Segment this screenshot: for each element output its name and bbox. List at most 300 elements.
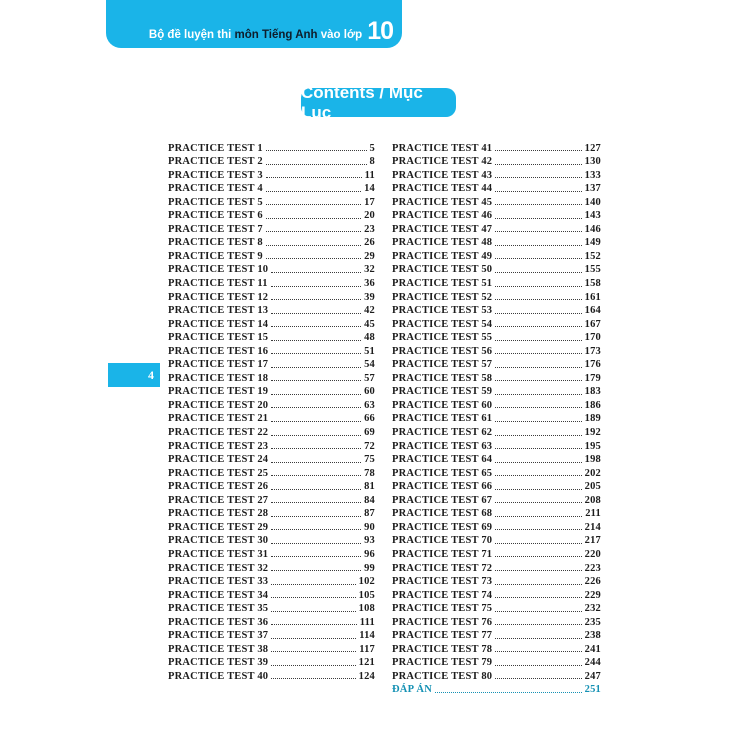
dot-leader: [495, 177, 581, 178]
toc-entry: [392, 343, 601, 357]
toc-entry-page: 11: [364, 169, 375, 181]
toc-entry: [168, 601, 375, 615]
toc-entry-page: 90: [364, 521, 375, 533]
toc-entry-label: PRACTICE TEST 69: [392, 521, 493, 533]
toc-entry: [392, 289, 601, 303]
toc-entry: [168, 316, 375, 330]
banner-text-light-2: vào lớp: [320, 29, 363, 41]
toc-entry: [392, 492, 601, 506]
dot-leader: [271, 367, 361, 368]
toc-column-left: [168, 140, 375, 682]
toc-entry: [392, 248, 601, 262]
toc-entry: [168, 628, 375, 642]
toc-entry-page: 93: [364, 535, 375, 547]
toc-entry-label: PRACTICE TEST 3: [168, 169, 263, 181]
toc-entry-page: 111: [359, 616, 375, 628]
toc-entry-page: 152: [584, 250, 601, 262]
toc-entry-page: 211: [585, 508, 601, 520]
toc-entry-page: 167: [584, 318, 601, 330]
dot-leader: [271, 570, 361, 571]
toc-entry: [392, 506, 601, 520]
toc-entry-page: 108: [358, 603, 375, 615]
toc-entry-page: 57: [364, 372, 375, 384]
dot-leader: [271, 502, 361, 503]
toc-entry-label: PRACTICE TEST 52: [392, 291, 493, 303]
toc-entry: [168, 614, 375, 628]
toc-entry: [168, 194, 375, 208]
dot-leader: [266, 191, 361, 192]
toc-entry: [392, 601, 601, 615]
toc-entry-page: 170: [584, 332, 601, 344]
dot-leader: [435, 692, 582, 693]
toc-entry-label: PRACTICE TEST 78: [392, 643, 493, 655]
toc-entry-page: 54: [364, 359, 375, 371]
toc-entry-label: PRACTICE TEST 8: [168, 237, 263, 249]
toc-entry: [168, 587, 375, 601]
toc-entry: [392, 154, 601, 168]
toc-entry: [168, 465, 375, 479]
toc-entry: [392, 411, 601, 425]
toc-entry-label: PRACTICE TEST 73: [392, 576, 493, 588]
dot-leader: [495, 218, 581, 219]
toc-entry-label: PRACTICE TEST 54: [392, 318, 493, 330]
toc-entry-label: PRACTICE TEST 2: [168, 156, 263, 168]
dot-leader: [271, 326, 361, 327]
toc-entry-label: PRACTICE TEST 62: [392, 427, 493, 439]
toc-entry: [392, 330, 601, 344]
dot-leader: [495, 475, 581, 476]
dot-leader: [271, 516, 361, 517]
toc-entry-label: PRACTICE TEST 71: [392, 548, 493, 560]
toc-entry: [168, 181, 375, 195]
toc-entry-label: PRACTICE TEST 26: [168, 481, 269, 493]
dot-leader: [271, 624, 357, 625]
toc-entry-page: 66: [364, 413, 375, 425]
dot-leader: [271, 638, 356, 639]
toc-entry: [392, 574, 601, 588]
toc-entry-label: PRACTICE TEST 36: [168, 616, 269, 628]
toc-entry-page: 87: [364, 508, 375, 520]
toc-entry-page: 226: [584, 576, 601, 588]
toc-entry-page: 17: [364, 196, 375, 208]
dot-leader: [495, 543, 581, 544]
toc-entry-label: PRACTICE TEST 63: [392, 440, 493, 452]
toc-entry-label: PRACTICE TEST 77: [392, 630, 493, 642]
toc-entry-label: PRACTICE TEST 28: [168, 508, 269, 520]
dot-leader: [495, 313, 581, 314]
toc-entry-page: 5: [369, 142, 375, 154]
toc-entry-page: 198: [584, 454, 601, 466]
dot-leader: [271, 380, 361, 381]
dot-leader: [495, 231, 581, 232]
dot-leader: [271, 529, 361, 530]
toc-entry: [392, 438, 601, 452]
toc-entry-page: 114: [359, 630, 375, 642]
toc-entry-label: PRACTICE TEST 56: [392, 345, 493, 357]
toc-entry-page: 208: [584, 494, 601, 506]
dot-leader: [271, 462, 361, 463]
toc-entry-label: PRACTICE TEST 1: [168, 142, 263, 154]
toc-entry-page: 244: [584, 657, 601, 669]
toc-entry: [168, 208, 375, 222]
toc-entry-label: PRACTICE TEST 44: [392, 183, 493, 195]
dot-leader: [495, 624, 581, 625]
dot-leader: [271, 584, 355, 585]
toc-entry-label: PRACTICE TEST 35: [168, 603, 269, 615]
toc-entry-label: PRACTICE TEST 66: [392, 481, 493, 493]
toc-entry-label: PRACTICE TEST 6: [168, 210, 263, 222]
toc-entry-label: PRACTICE TEST 74: [392, 589, 493, 601]
toc-entry: [168, 533, 375, 547]
dot-leader: [271, 407, 361, 408]
toc-entry: [392, 357, 601, 371]
toc-entry-page: 220: [584, 548, 601, 560]
toc-entry-label: PRACTICE TEST 18: [168, 372, 269, 384]
toc-entry: [168, 357, 375, 371]
dot-leader: [495, 326, 581, 327]
dot-leader: [266, 245, 361, 246]
toc-entry: [392, 587, 601, 601]
toc-entry: [392, 655, 601, 669]
toc-entry-page: 36: [364, 278, 375, 290]
toc-entry-page: 23: [364, 223, 375, 235]
toc-entry-page: 133: [584, 169, 601, 181]
toc-entry: [168, 560, 375, 574]
dot-leader: [495, 245, 581, 246]
toc-entry-label: PRACTICE TEST 16: [168, 345, 269, 357]
toc-entry: [392, 208, 601, 222]
dot-leader: [495, 529, 581, 530]
dot-leader: [271, 394, 361, 395]
toc-entry-page: 179: [584, 372, 601, 384]
toc-entry: [168, 235, 375, 249]
toc-entry-label: PRACTICE TEST 75: [392, 603, 493, 615]
dot-leader: [271, 611, 355, 612]
toc-entry: [168, 519, 375, 533]
toc-entry: [392, 303, 601, 317]
dot-leader: [495, 502, 581, 503]
toc-entry-label: PRACTICE TEST 5: [168, 196, 263, 208]
toc-entry-label: PRACTICE TEST 51: [392, 278, 493, 290]
toc-entry: [168, 140, 375, 154]
toc-entry: [168, 668, 375, 682]
dot-leader: [495, 191, 581, 192]
toc-entry-page: 149: [584, 237, 601, 249]
toc-entry-label: PRACTICE TEST 4: [168, 183, 263, 195]
dot-leader: [495, 367, 581, 368]
toc-entry-page: 63: [364, 399, 375, 411]
toc-entry-page: 121: [358, 657, 375, 669]
toc-entry-label: PRACTICE TEST 23: [168, 440, 269, 452]
dot-leader: [271, 597, 355, 598]
toc-entry-page: 124: [358, 670, 375, 682]
dot-leader: [495, 164, 581, 165]
toc-entry-label: PRACTICE TEST 38: [168, 643, 269, 655]
toc-entry-page: 14: [364, 183, 375, 195]
toc-entry-label: PRACTICE TEST 29: [168, 521, 269, 533]
toc-entry-page: 137: [584, 183, 601, 195]
toc-entry-page: 99: [364, 562, 375, 574]
toc-entry-page: 229: [584, 589, 601, 601]
toc-entry: [392, 424, 601, 438]
toc-entry: [392, 546, 601, 560]
toc-entry-label: PRACTICE TEST 76: [392, 616, 493, 628]
toc-entry: [392, 533, 601, 547]
toc-entry-label: PRACTICE TEST 33: [168, 576, 269, 588]
toc-entry-label: PRACTICE TEST 9: [168, 250, 263, 262]
dot-leader: [495, 516, 582, 517]
toc-entry: [168, 384, 375, 398]
dot-leader: [271, 299, 361, 300]
header-banner: [106, 0, 402, 48]
toc-entry-label: PRACTICE TEST 13: [168, 305, 269, 317]
toc-entry-page: 238: [584, 630, 601, 642]
page-number-badge: 4: [108, 363, 160, 387]
toc-entry-label: PRACTICE TEST 40: [168, 670, 269, 682]
toc-entry: [392, 614, 601, 628]
toc-entry: [168, 221, 375, 235]
toc-entry-label: PRACTICE TEST 34: [168, 589, 269, 601]
dot-leader: [495, 665, 581, 666]
dot-leader: [495, 651, 581, 652]
toc-entry-label: PRACTICE TEST 17: [168, 359, 269, 371]
dot-leader: [495, 435, 581, 436]
toc-entry-label: PRACTICE TEST 42: [392, 156, 493, 168]
toc-entry-label: PRACTICE TEST 47: [392, 223, 493, 235]
toc-column-right: [392, 140, 601, 695]
toc-entry-page: 84: [364, 494, 375, 506]
dot-leader: [495, 353, 581, 354]
dot-leader: [495, 394, 581, 395]
dot-leader: [495, 462, 581, 463]
dot-leader: [271, 448, 361, 449]
toc-entry-page: 192: [584, 427, 601, 439]
toc-entry-label: PRACTICE TEST 50: [392, 264, 493, 276]
toc-entry: [168, 330, 375, 344]
toc-entry-label: PRACTICE TEST 10: [168, 264, 269, 276]
toc-entry: [392, 140, 601, 154]
dot-leader: [495, 272, 581, 273]
toc-entry-page: 69: [364, 427, 375, 439]
dot-leader: [495, 286, 581, 287]
toc-entry-page: 117: [359, 643, 375, 655]
toc-entry-label: PRACTICE TEST 30: [168, 535, 269, 547]
toc-entry: [392, 397, 601, 411]
toc-entry-page: 140: [584, 196, 601, 208]
toc-entry-page: 81: [364, 481, 375, 493]
toc-entry-label: PRACTICE TEST 37: [168, 630, 269, 642]
toc-entry-page: 42: [364, 305, 375, 317]
toc-entry-label: PRACTICE TEST 46: [392, 210, 493, 222]
dot-leader: [271, 556, 361, 557]
toc-entry-page: 146: [584, 223, 601, 235]
toc-entry-page: 241: [584, 643, 601, 655]
toc-entry-label: PRACTICE TEST 43: [392, 169, 493, 181]
toc-entry-page: 186: [584, 399, 601, 411]
toc-entry-label: PRACTICE TEST 19: [168, 386, 269, 398]
toc-entry: [168, 154, 375, 168]
dot-leader: [266, 258, 361, 259]
banner-text-light-1: Bộ đề luyện thi: [148, 29, 235, 41]
toc-entry-label: PRACTICE TEST 48: [392, 237, 493, 249]
toc-entry: [392, 181, 601, 195]
banner-text-dark: môn Tiếng Anh: [234, 29, 321, 41]
toc-entry-page: 164: [584, 305, 601, 317]
toc-entry-page: 217: [584, 535, 601, 547]
toc-entry-page: 102: [358, 576, 375, 588]
dot-leader: [271, 421, 361, 422]
dot-leader: [495, 299, 581, 300]
toc-entry-label: PRACTICE TEST 39: [168, 657, 269, 669]
toc-entry-page: 176: [584, 359, 601, 371]
toc-entry: [392, 316, 601, 330]
dot-leader: [495, 380, 581, 381]
dot-leader: [271, 665, 355, 666]
dot-leader: [271, 651, 356, 652]
toc-entry-page: 223: [584, 562, 601, 574]
toc-entry-page: 251: [584, 684, 601, 696]
dot-leader: [271, 678, 355, 679]
dot-leader: [271, 489, 361, 490]
toc-entry: [168, 641, 375, 655]
dot-leader: [495, 638, 581, 639]
dot-leader: [495, 204, 581, 205]
toc-entry: [168, 343, 375, 357]
toc-entry-label: PRACTICE TEST 21: [168, 413, 269, 425]
toc-entry: [392, 452, 601, 466]
dot-leader: [271, 543, 361, 544]
toc-entry: [392, 194, 601, 208]
dot-leader: [495, 570, 581, 571]
dot-leader: [495, 448, 581, 449]
toc-entry-page: 161: [584, 291, 601, 303]
dot-leader: [271, 272, 361, 273]
toc-entry-page: 78: [364, 467, 375, 479]
dot-leader: [495, 678, 581, 679]
toc-entry: [168, 167, 375, 181]
toc-entry: [392, 221, 601, 235]
toc-entry-page: 235: [584, 616, 601, 628]
toc-entry-label: ĐÁP ÁN: [392, 684, 432, 696]
toc-entry-page: 105: [358, 589, 375, 601]
toc-entry: [168, 574, 375, 588]
toc-entry-label: PRACTICE TEST 20: [168, 399, 269, 411]
toc-entry: [168, 452, 375, 466]
contents-title: Contents / Mục Lục: [301, 88, 456, 117]
toc-entry-label: PRACTICE TEST 45: [392, 196, 493, 208]
toc-entry-label: PRACTICE TEST 41: [392, 142, 493, 154]
toc-entry-label: PRACTICE TEST 68: [392, 508, 493, 520]
toc-entry-page: 51: [364, 345, 375, 357]
toc-entry-page: 158: [584, 278, 601, 290]
toc-entry-page: 189: [584, 413, 601, 425]
dot-leader: [266, 231, 361, 232]
toc-entry: [392, 519, 601, 533]
toc-entry-label: PRACTICE TEST 61: [392, 413, 493, 425]
toc-entry-page: 39: [364, 291, 375, 303]
dot-leader: [495, 407, 581, 408]
toc-entry-label: PRACTICE TEST 7: [168, 223, 263, 235]
toc-entry: [168, 492, 375, 506]
toc-entry-label: PRACTICE TEST 15: [168, 332, 269, 344]
dot-leader: [271, 286, 361, 287]
toc-entry-label: PRACTICE TEST 80: [392, 670, 493, 682]
toc-entry-page: 247: [584, 670, 601, 682]
toc-entry-label: PRACTICE TEST 58: [392, 372, 493, 384]
toc-entry-label: PRACTICE TEST 57: [392, 359, 493, 371]
dot-leader: [495, 340, 581, 341]
toc-entry-page: 232: [584, 603, 601, 615]
toc-entry: [392, 370, 601, 384]
dot-leader: [271, 353, 361, 354]
toc-entry: [392, 641, 601, 655]
dot-leader: [266, 164, 367, 165]
toc-entry: [168, 289, 375, 303]
toc-entry: [168, 479, 375, 493]
toc-entry-page: 96: [364, 548, 375, 560]
toc-entry-page: 127: [584, 142, 601, 154]
toc-entry-page: 29: [364, 250, 375, 262]
dot-leader: [271, 340, 361, 341]
toc-entry-page: 45: [364, 318, 375, 330]
toc-entry-label: PRACTICE TEST 32: [168, 562, 269, 574]
toc-entry: [392, 262, 601, 276]
toc-entry-label: PRACTICE TEST 64: [392, 454, 493, 466]
toc-entry-page: 183: [584, 386, 601, 398]
dot-leader: [271, 313, 361, 314]
banner-grade-number: 10: [367, 17, 393, 45]
toc-entry: [168, 248, 375, 262]
toc-entry: [392, 235, 601, 249]
toc-entry-page: 130: [584, 156, 601, 168]
toc-entry-label: PRACTICE TEST 59: [392, 386, 493, 398]
toc-entry-page: 173: [584, 345, 601, 357]
dot-leader: [495, 421, 581, 422]
toc-entry-page: 202: [584, 467, 601, 479]
dot-leader: [495, 489, 581, 490]
toc-entry-page: 195: [584, 440, 601, 452]
dot-leader: [495, 584, 581, 585]
dot-leader: [271, 435, 361, 436]
toc-entry-label: PRACTICE TEST 65: [392, 467, 493, 479]
toc-entry: [168, 303, 375, 317]
dot-leader: [495, 611, 581, 612]
dot-leader: [266, 150, 367, 151]
toc-entry-label: PRACTICE TEST 67: [392, 494, 493, 506]
toc-entry-label: PRACTICE TEST 55: [392, 332, 493, 344]
toc-entry-label: PRACTICE TEST 79: [392, 657, 493, 669]
toc-entry-label: PRACTICE TEST 27: [168, 494, 269, 506]
toc-entry-page: 60: [364, 386, 375, 398]
dot-leader: [266, 204, 361, 205]
toc-entry: [168, 506, 375, 520]
toc-entry-page: 32: [364, 264, 375, 276]
toc-entry: [392, 275, 601, 289]
toc-entry-page: 75: [364, 454, 375, 466]
toc-entry: [168, 424, 375, 438]
dot-leader: [271, 475, 361, 476]
toc-entry: [168, 655, 375, 669]
toc-entry-page: 20: [364, 210, 375, 222]
toc-entry: [392, 479, 601, 493]
toc-entry-page: 143: [584, 210, 601, 222]
toc-entry-label: PRACTICE TEST 24: [168, 454, 269, 466]
toc-entry-page: 8: [369, 156, 375, 168]
toc-entry: [168, 370, 375, 384]
toc-entry: [392, 167, 601, 181]
dot-leader: [266, 177, 362, 178]
toc-entry-page: 155: [584, 264, 601, 276]
